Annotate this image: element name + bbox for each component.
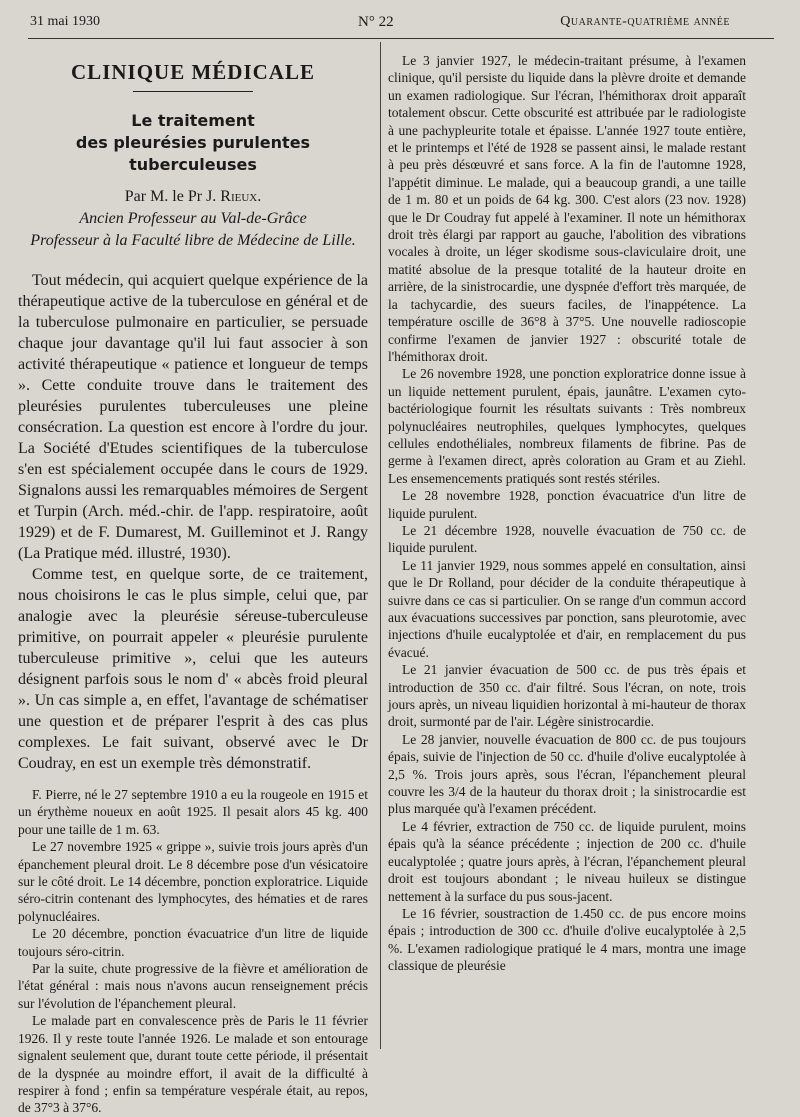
case-paragraph: Le 27 novembre 1925 « grippe », suivie trois jours après d'un épanchement pleural droit. Le 8 décembre pose d'un vésicatoire sur le côté droit. Le 14 décembre, ponction exploratrice. Liquide séro-citrin contenant des lymphocytes, des hématies et de rares polynucléaires. (18, 839, 368, 924)
case-paragraph: Le 4 février, extraction de 750 cc. de liquide purulent, moins épais qu'à la séance précédente ; injection de 200 cc. d'huile eucalyptolée ; quatre jours après, à l'écran, l'épanchement pleural droit est toujours abondant ; le niveau huileux se distingue nettement à la surface du pus sous-jacent. (388, 818, 746, 904)
byline (18, 186, 368, 208)
left-column (18, 56, 368, 1117)
section-title: CLINIQUE MÉDICALE (71, 60, 315, 84)
issue-date: 31 mai 1930 (30, 14, 100, 29)
article-title: Le traitement (131, 111, 255, 130)
case-report-text (18, 786, 368, 1117)
right-column (388, 52, 746, 975)
case-paragraph: Par la suite, chute progressive de la fièvre et amélioration de l'état général : mais nous n'avons aucun renseignement précis sur l'évolution de l'épanchement pleural. (18, 961, 368, 1011)
title-rule (133, 91, 253, 92)
case-paragraph: Le 28 janvier, nouvelle évacuation de 800 cc. de pus toujours épais, suivie de l'injection de 50 cc. d'huile d'olive eucalyptolée à 2,5 %. Trois jours après, sous l'écran, l'épanchement pleural couvre les 3/4 de la hauteur du thorax droit ; la sinistrocardie est plus marquée qu'à l'examen précédent. (388, 731, 746, 817)
affiliation-line-2: Professeur à la Faculté libre de Médecine de Lille. (30, 232, 356, 249)
case-paragraph: Le 21 janvier évacuation de 500 cc. de pus très épais et introduction de 350 cc. d'air filtré. Sous l'écran, on note, trois jours après, un niveau liquidien horizontal à mi-hauteur de thorax droit, surmonté par de l'air. Légère sinistrocardie. (388, 662, 746, 730)
case-paragraph: Le malade part en convalescence près de Paris le 11 février 1926. Il y reste toute l'année 1926. Le malade et son entourage signalent seulement que, durant toute cette période, il présentait de la dyspnée au moindre effort, il avait de la difficulté à respirer à fond ; enfin sa température vespérale était, au repos, de 37°3 à 37°6. (18, 1013, 368, 1116)
publication-year: Quarante-quatrième année (560, 14, 730, 29)
case-paragraph: F. Pierre, né le 27 septembre 1910 a eu la rougeole en 1915 et un érythème noueux en août 1925. Il pesait alors 45 kg. 400 pour une taille de 1 m. 63. (18, 787, 368, 837)
case-paragraph: Le 16 février, soustraction de 1.450 cc. de pus encore moins épais ; introduction de 300 cc. d'huile d'olive eucalyptolée à 2,5 %. L'examen radiologique pratiqué le 4 mars, montra une image classique de pleurésie (388, 905, 746, 974)
case-paragraph: Le 21 décembre 1928, nouvelle évacuation de 750 cc. de liquide purulent. (388, 522, 746, 556)
intro-paragraph: Tout médecin, qui acquiert quelque expérience de la thérapeutique active de la tuberculose en général et de la tuberculose pulmonaire en particulier, se persuade chaque jour davantage qu'il lui faut associer à son activité thérapeutique « patience et longueur de temps ». Cette conduite trouve dans le traitement des pleurésies purulentes tuberculeuses une pleine consécration. La question est encore à l'ordre du jour. La Société d'Etudes scientifiques de la tuberculose s'en est spécialement occupée dans le cours de 1929. Signalons aussi les remarquables mémoires de Sergent et Turpin (Arch. méd.-chir. de l'app. respiratoire, août 1929) et de F. Dumarest, M. Guilleminot et J. Rangy (La Pratique méd. illustré, 1930). (18, 272, 368, 562)
intro-text (18, 270, 368, 774)
issue-number: N° 22 (358, 14, 394, 30)
page-header (30, 14, 730, 38)
affiliation-line-1: Ancien Professeur au Val-de-Grâce (79, 210, 307, 227)
author-name: Rieux. (220, 188, 262, 205)
case-paragraph: Le 11 janvier 1929, nous sommes appelé en consultation, ainsi que le Dr Rolland, pour décider de la conduite thérapeutique à suivre dans ce cas si particulier. On se range d'un commun accord aux évacuations successives par ponction, sans pleurotomie, avec injections d'huile eucalyptolée et d'air, en remplacement du pus évacué. (388, 557, 746, 660)
case-paragraph: Le 3 janvier 1927, le médecin-traitant présume, à l'examen clinique, qu'il persiste du liquide dans la plèvre droite et demande un examen radiologique. Sur l'écran, l'hémithorax droit apparaît totalement obscur. Cette obscurité est attribuée par le radiologiste à une pachypleurite totale et épaisse. L'année 1927 toute entière, et le printemps et l'été de 1928 se passent ainsi, le malade restant à peu près désœuvré et sans force. A la fin de l'automne 1928, l'appétit diminue. Le malade, qui a beaucoup grandi, a une taille de 1 m. 80 et un poids de 64 kg. 300. C'est alors (23 nov. 1928) que le Dr Coudray fut appelé à l'examiner. Il note un hémithorax droit très élargi par rapport au gauche, l'abolition des vibrations vocales à droite, un léger skodisme sous-claviculaire droit, une matité absolue de la presque totalité de la hauteur droite en arrière, de la sinistrocardie, une dyspnée d'effort très marquée, de la tachycardie, des sueurs faciles, de l'inappétence. La température oscille de 36°8 à 37°5. Une nouvelle radioscopie confirme l'examen de janvier 1927 : obscurité totale de l'hémithorax droit. (388, 53, 746, 364)
case-paragraph: Le 20 décembre, ponction évacuatrice d'un litre de liquide toujours séro-citrin. (18, 926, 368, 959)
column-divider (380, 42, 381, 1049)
byline-prefix: Par M. le Pr J. (124, 188, 217, 205)
case-paragraph: Le 28 novembre 1928, ponction évacuatrice d'un litre de liquide purulent. (388, 488, 746, 521)
intro-paragraph: Comme test, en quelque sorte, de ce traitement, nous choisirons le cas le plus simple, celui que, par analogie avec la pleurésie séreuse-tuberculeuse primitive, on pourrait appeler « pleurésie purulente tuberculeuse primitive », celui que les auteurs désignent parfois sous le nom d' « abcès froid pleural ». Un cas simple a, en effet, l'avantage de schématiser une question et de préparer l'esprit à des cas plus complexes. Le fait suivant, observé avec le Dr Coudray, en est un exemple très démonstratif. (18, 566, 368, 772)
case-paragraph: Le 26 novembre 1928, une ponction exploratrice donne issue à un liquide nettement purulent, épais, jaunâtre. L'examen cyto-bactériologique fournit les résultats suivants : Très nombreux polynucléaires neutrophiles, quelques lymphocytes, quelques cellules endothéliales, nombreux filaments de fibrine. Pas de germe à l'examen direct, après coloration au Gram et au Ziehl. Les ensemencements pratiqués sont restés stériles. (388, 366, 746, 486)
header-rule (28, 38, 774, 39)
article-subtitle: des pleurésies purulentes tuberculeuses (75, 133, 311, 174)
